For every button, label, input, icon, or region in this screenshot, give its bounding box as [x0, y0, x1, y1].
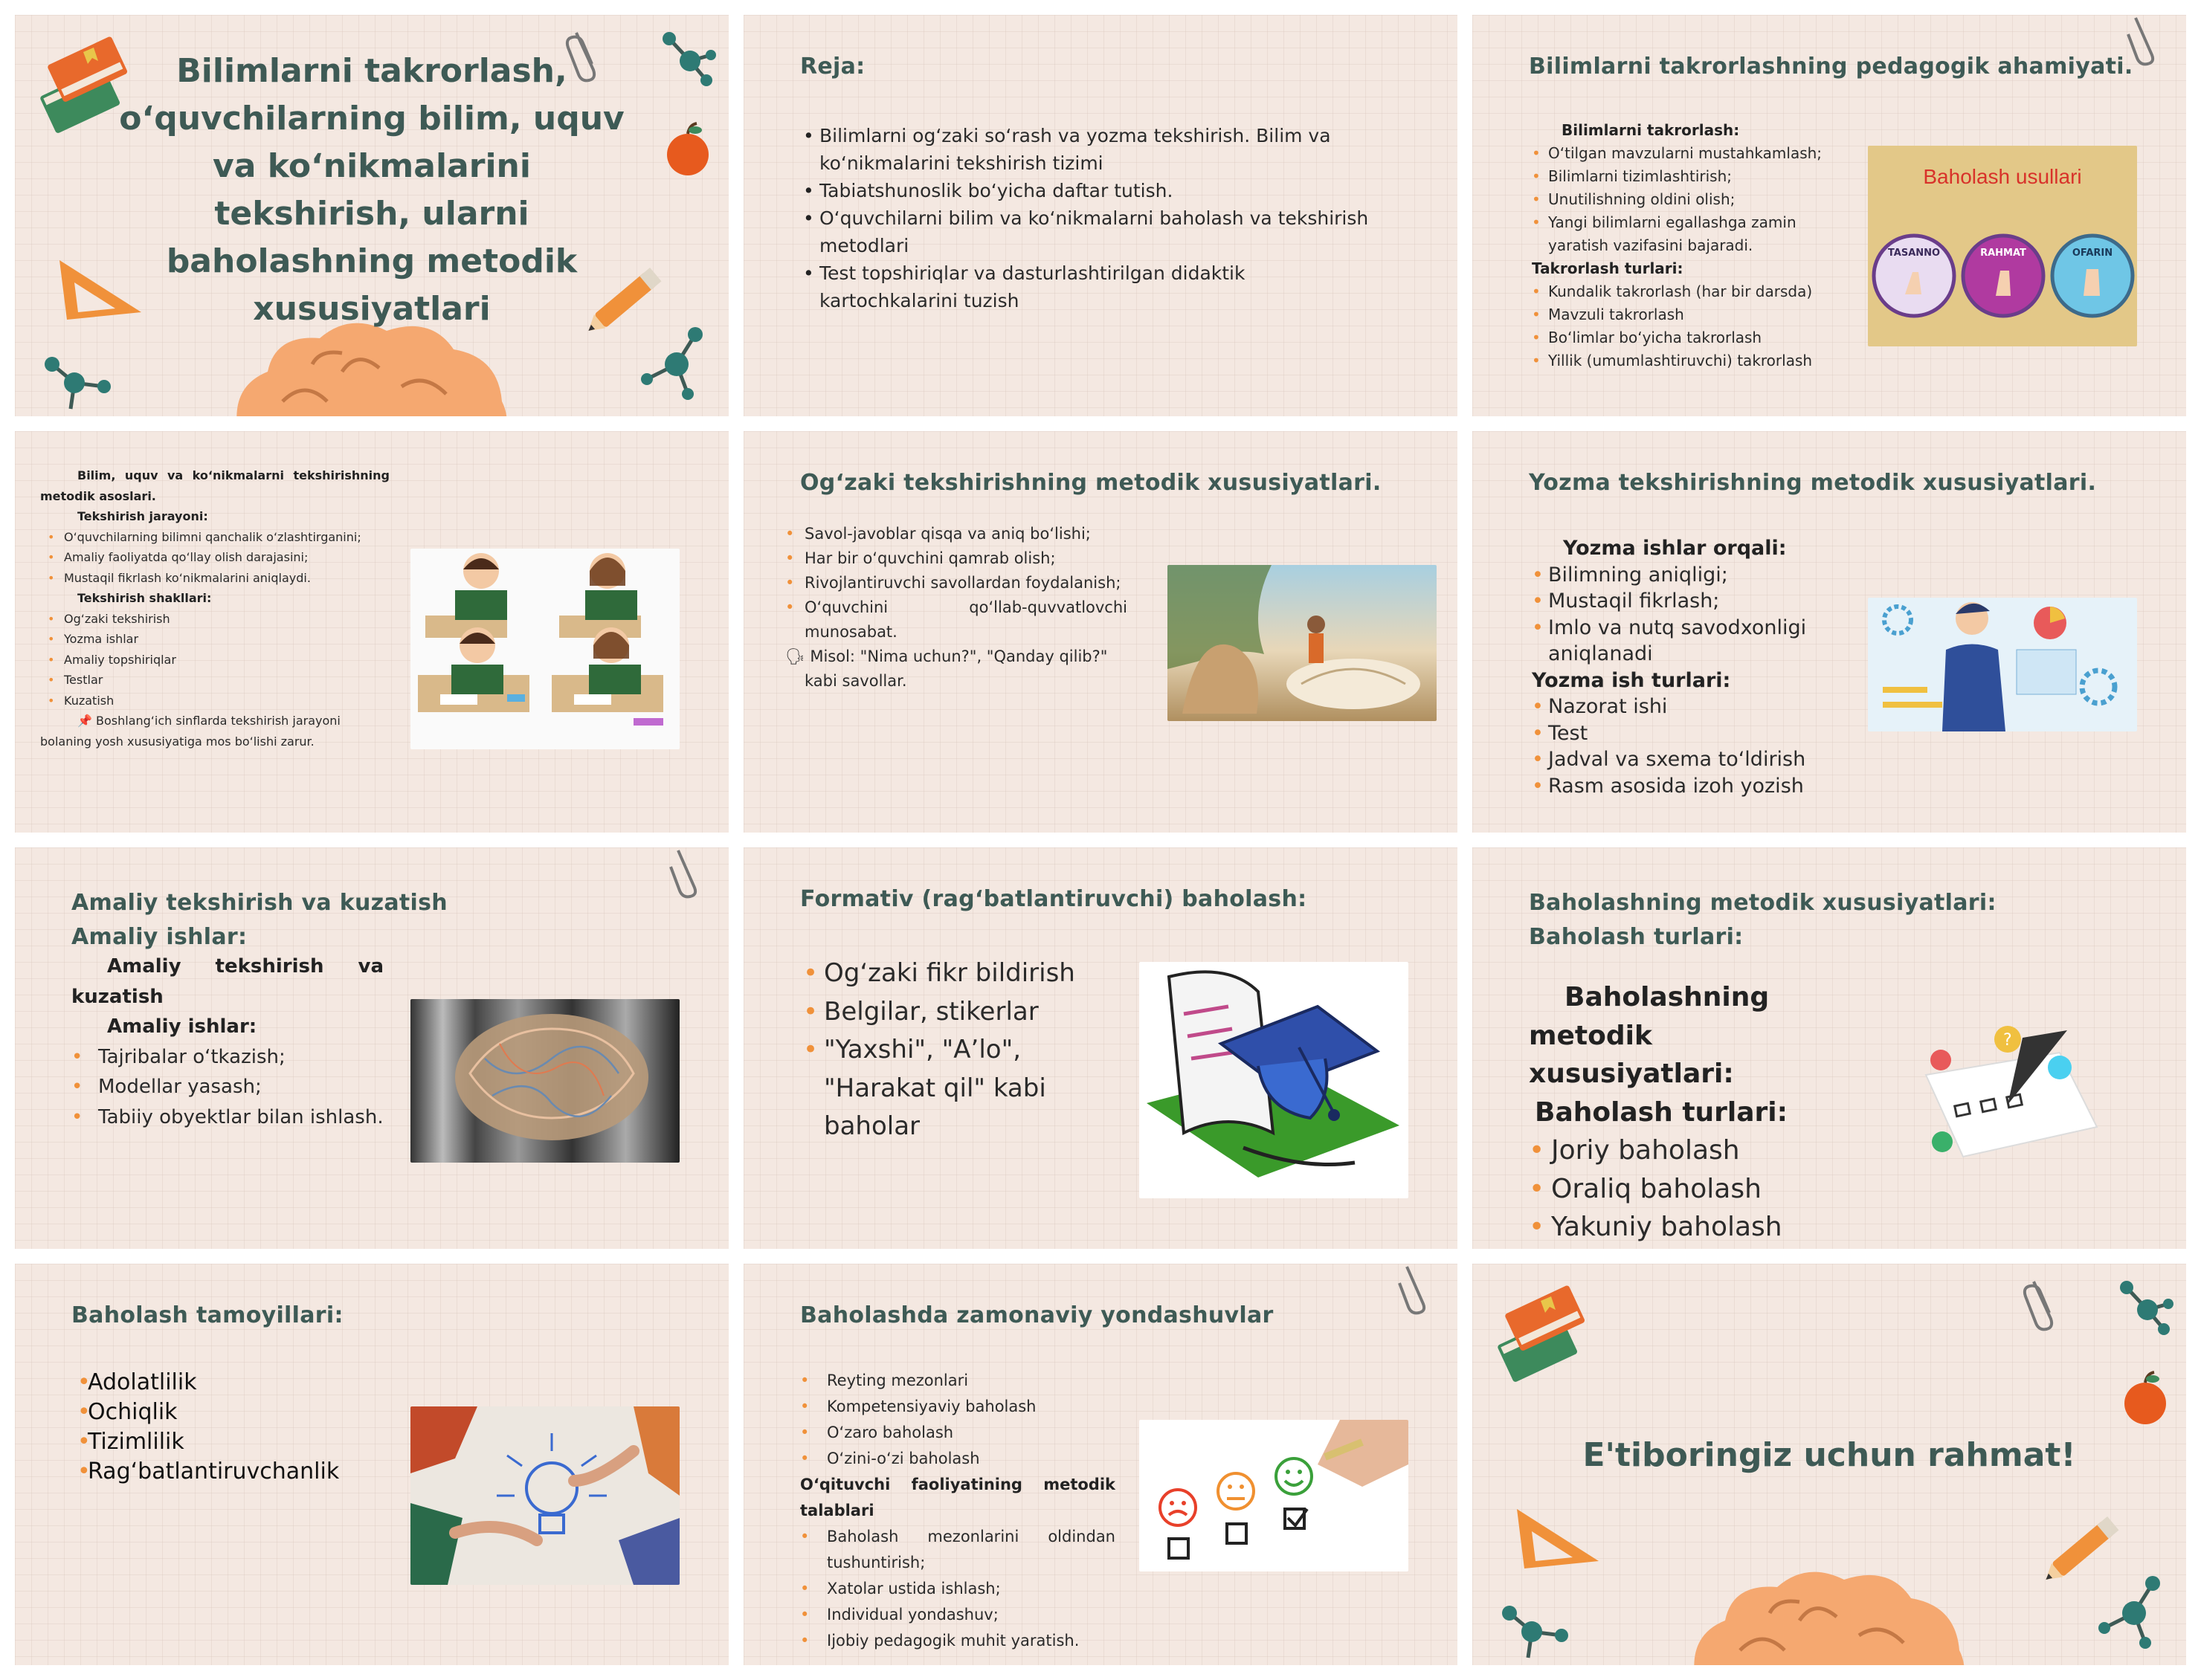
list-item: • O‘zini-o‘zi baholash	[800, 1446, 1115, 1472]
list-item: • Mustaqil fikrlash ko‘nikmalarini aniqlaydi.	[48, 568, 390, 589]
slide-2-heading: Reja:	[800, 54, 866, 80]
badge-label: OFARIN	[2072, 248, 2113, 259]
subheading: Amaliy tekshirish va kuzatish	[71, 955, 384, 1008]
slide-7-practical[interactable]	[15, 847, 729, 1249]
list-item: • Belgilar, stikerlar	[803, 993, 1093, 1032]
list-item: • Rasm asosida izoh yozish	[1532, 773, 1844, 800]
molecule-icon	[2112, 1274, 2179, 1341]
list-item: • O‘quvchini qo‘llab-quvvatlovchi munosabat.	[785, 595, 1127, 644]
list-item: • Yakuniy baholash	[1529, 1208, 1886, 1247]
slide-3-content	[1532, 119, 1859, 372]
assessment-methods-image	[1868, 146, 2137, 346]
feedback-checklist-icon	[1911, 1023, 2119, 1179]
paperclip-icon	[2023, 1274, 2060, 1334]
list-item: • O‘quvchilarning bilimni qanchalik o‘zlashtirganini;	[48, 527, 390, 548]
list-item: • Savol-javoblar qisqa va aniq bo‘lishi;	[785, 522, 1127, 546]
slide-10-heading: Baholash tamoyillari:	[71, 1302, 344, 1328]
list-item: • Test topshiriqlar va dasturlashtirilgan didaktik kartochkalarini tuzish	[803, 259, 1383, 314]
books-icon	[1495, 1285, 1591, 1389]
graduation-diploma-image	[1139, 962, 1408, 1198]
list-item: • Xatolar ustida ishlash;	[800, 1576, 1115, 1602]
list-item: • Yillik (umumlashtiruvchi) takrorlash	[1532, 349, 1859, 372]
heading-line: Amaliy tekshirish va kuzatish	[71, 890, 448, 916]
list-item: • Mavzuli takrorlash	[1532, 303, 1859, 326]
molecule-icon	[654, 25, 721, 92]
slide-8-heading: Formativ (rag‘batlantiruvchi) baholash:	[800, 886, 1307, 912]
slide-5-content	[785, 522, 1127, 694]
list-item: • Tizimlilik	[77, 1427, 390, 1457]
list-item: • Oraliq baholash	[1529, 1170, 1886, 1209]
slide-8-formative[interactable]	[744, 847, 1457, 1249]
list-item: • Amaliy topshiriqlar	[48, 650, 390, 671]
list-item: • Ijobiy pedagogik muhit yaratish.	[800, 1628, 1115, 1654]
lightbulb-painting-image	[410, 1406, 680, 1585]
list-item: • Yozma ishlar	[48, 629, 390, 650]
slide-12-heading: E'tiboringiz uchun rahmat!	[1582, 1436, 2076, 1474]
list-item: • Baholash mezonlarini oldindan tushuntirish;	[800, 1524, 1115, 1576]
list-item: • Tabiatshunoslik bo‘yicha daftar tutish.	[803, 177, 1383, 204]
list-item: • Tabiiy obyektlar bilan ishlash.	[71, 1102, 384, 1133]
slide-4-heading: Bilim, uquv va ko‘nikmalarni tekshirishning metodik asoslari.	[40, 468, 390, 503]
molecule-icon	[30, 342, 119, 416]
paperclip-icon	[1398, 1264, 1435, 1316]
slide-6-written[interactable]	[1472, 431, 2186, 833]
paperclip-icon	[669, 847, 706, 899]
teacher-analytics-image	[1868, 598, 2137, 731]
list-item: • Nazorat ishi	[1532, 694, 1844, 720]
slide-2-plan[interactable]	[744, 15, 1457, 416]
slide-9-content	[1529, 978, 1886, 1247]
list-item: • Bilimlarni og‘zaki so‘rash va yozma tekshirish. Bilim va ko‘nikmalarini tekshirish tizimi	[803, 122, 1383, 177]
explorer-book-image	[1167, 565, 1437, 721]
list-item: • Unutilishning oldini olish;	[1532, 188, 1859, 211]
slide-9-grading[interactable]	[1472, 847, 2186, 1249]
list-item: • O‘quvchilarni bilim va ko‘nikmalarni baholash va tekshirish metodlari	[803, 204, 1383, 259]
heading-line: Baholash turlari:	[1529, 924, 1744, 950]
slide-1-heading: Bilimlarni takrorlash, o‘quvchilarning bilim, uquv va ko‘nikmalarini tekshirish, ularni baholashning metodik xususiyatlari	[119, 52, 625, 328]
list-item: • "Yaxshi", "A’lo", "Harakat qil" kabi baholar	[803, 1031, 1093, 1146]
apple-icon	[662, 119, 714, 178]
list-item: • O‘zaro baholash	[800, 1420, 1115, 1446]
slide-6-content	[1532, 535, 1844, 799]
molecule-icon	[2089, 1561, 2179, 1658]
slide-3-heading: Bilimlarni takrorlashning pedagogik ahamiyati.	[1529, 54, 2133, 80]
badge-label: TASANNO	[1887, 248, 1941, 259]
slide-12-thanks[interactable]	[1472, 1264, 2186, 1665]
list-item: • Amaliy faoliyatda qo‘llay olish darajasini;	[48, 547, 390, 568]
list-item: • Rag‘batlantiruvchanlik	[77, 1457, 390, 1487]
list-item: • Rivojlantiruvchi savollardan foydalanish;	[785, 571, 1127, 595]
note: 📌 Boshlang‘ich sinflarda tekshirish jarayoni bolaning yosh xususiyatiga mos bo‘lishi zarur.	[40, 714, 341, 749]
slide-1-title[interactable]	[15, 15, 729, 416]
list-item: • Kompetensiyaviy baholash	[800, 1394, 1115, 1420]
slide-3-repetition[interactable]	[1472, 15, 2186, 416]
list-item: • Adolatlilik	[77, 1368, 390, 1398]
badges-icon	[1868, 213, 2137, 339]
slide-5-heading: Og‘zaki tekshirishning metodik xususiyatlari.	[800, 470, 1382, 496]
subheading: Bilimlarni takrorlash:	[1562, 121, 1740, 139]
slide-11-heading: Baholashda zamonaviy yondashuvlar	[800, 1302, 1274, 1328]
list-item: • Tajribalar o‘tkazish;	[71, 1042, 384, 1073]
heading-line: Baholashning metodik xususiyatlari:	[1529, 890, 1997, 916]
list-item: • Imlo va nutq savodxonligi aniqlanadi	[1532, 615, 1844, 668]
image-caption: Baholash usullari	[1923, 165, 2082, 188]
list-item: • Jadval va sxema to‘ldirish	[1532, 746, 1844, 773]
list-item: • Kundalik takrorlash (har bir darsda)	[1532, 280, 1859, 303]
subheading: Yozma ish turlari:	[1532, 668, 1731, 692]
list-item: • Og‘zaki fikr bildirish	[803, 954, 1093, 993]
list-item: • Og‘zaki tekshirish	[48, 609, 390, 630]
subheading: Takrorlash turlari:	[1532, 259, 1683, 277]
example-text: 🗣 Misol: "Nima uchun?", "Qanday qilib?" kabi savollar.	[785, 647, 1108, 690]
list-item: • Yangi bilimlarni egallashga zamin yaratish vazifasini bajaradi.	[1532, 211, 1859, 257]
students-classroom-image	[410, 549, 680, 749]
list-item: • Mustaqil fikrlash;	[1532, 588, 1844, 615]
list-item: • Joriy baholash	[1529, 1131, 1886, 1170]
slide-11-modern[interactable]	[744, 1264, 1457, 1665]
list-item: • Bo‘limlar bo‘yicha takrorlash	[1532, 326, 1859, 349]
subheading: Tekshirish jarayoni:	[77, 509, 208, 523]
list-item: • Bilimlarni tizimlashtirish;	[1532, 165, 1859, 188]
molecule-icon	[632, 312, 721, 409]
svg-text:?: ?	[2003, 1031, 2012, 1050]
slide-11-content	[800, 1368, 1115, 1654]
list-item: • Modellar yasash;	[71, 1072, 384, 1102]
subheading: O‘qituvchi faoliyatining metodik talablari	[800, 1476, 1115, 1519]
list-item: • Individual yondashuv;	[800, 1602, 1115, 1628]
slide-6-heading: Yozma tekshirishning metodik xususiyatlari.	[1529, 470, 2097, 496]
slide-5-oral[interactable]	[744, 431, 1457, 833]
molecule-icon	[1487, 1591, 1576, 1665]
list-item: • Ochiqlik	[77, 1398, 390, 1427]
list-item: • Har bir o‘quvchini qamrab olish;	[785, 546, 1127, 571]
slide-10-list	[77, 1368, 390, 1487]
subheading: Amaliy ishlar:	[107, 1015, 257, 1038]
heading-line: Amaliy ishlar:	[71, 924, 248, 950]
slide-8-list	[803, 954, 1093, 1146]
badge-label: RAHMAT	[1980, 248, 2026, 259]
smiley-checklist-image	[1139, 1420, 1408, 1571]
subheading: Tekshirish shakllari:	[77, 591, 212, 605]
subheading: Baholash turlari:	[1535, 1096, 1788, 1128]
triangle-ruler-icon	[1509, 1502, 1606, 1576]
slide-7-content	[71, 952, 384, 1132]
subheading: Yozma ishlar orqali:	[1563, 537, 1787, 560]
apple-icon	[2119, 1368, 2171, 1427]
slide-4-content	[40, 465, 390, 752]
slide-10-principles[interactable]	[15, 1264, 729, 1665]
list-item: • Testlar	[48, 670, 390, 691]
list-item: • Kuzatish	[48, 691, 390, 711]
list-item: • O‘tilgan mavzularni mustahkamlash;	[1532, 142, 1859, 165]
list-item: • Test	[1532, 720, 1844, 747]
list-item: • Bilimning aniqligi;	[1532, 562, 1844, 589]
list-item: • Reyting mezonlari	[800, 1368, 1115, 1394]
brain-icon	[1680, 1554, 1978, 1665]
brain-network-image	[410, 999, 680, 1163]
slide-2-list	[803, 122, 1383, 314]
subheading: Baholashning metodik xususiyatlari:	[1529, 982, 1770, 1089]
slide-9-heading	[1529, 886, 1997, 954]
slide-4-checking[interactable]	[15, 431, 729, 833]
slide-7-heading	[71, 886, 448, 954]
